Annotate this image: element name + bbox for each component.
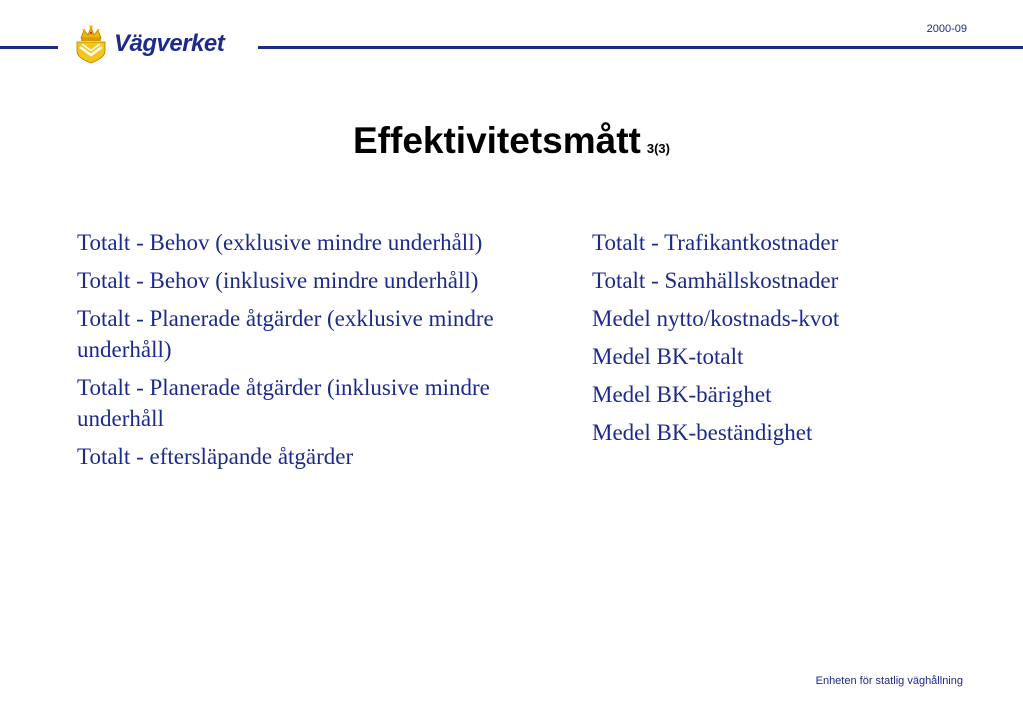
list-item: Totalt - Planerade åtgärder (inklusive mindre underhåll	[77, 375, 490, 431]
list-item: Medel BK-bärighet	[592, 382, 772, 407]
header-rule-left	[0, 46, 58, 49]
list-item: Totalt - Behov (exklusive mindre underhåll)	[77, 230, 483, 255]
title-main: Effektivitetsmått	[353, 120, 641, 161]
right-metric-list	[592, 227, 982, 455]
left-metric-list	[77, 227, 537, 479]
logo	[72, 24, 224, 64]
title-page-index: 3(3)	[646, 141, 670, 156]
list-item: Totalt - Behov (inklusive mindre underhåll)	[77, 268, 479, 293]
logo-text: Vägverket	[114, 30, 225, 57]
list-item: Totalt - Planerade åtgärder (exklusive mindre underhåll)	[77, 306, 494, 362]
header-rule-right	[258, 46, 1023, 49]
page-title	[0, 120, 1023, 162]
list-item: Medel nytto/kostnads-kvot	[592, 306, 840, 331]
list-item: Totalt - eftersläpande åtgärder	[77, 444, 354, 469]
list-item: Totalt - Samhällskostnader	[592, 268, 839, 293]
crown-shield-icon	[72, 24, 110, 64]
footer-text: Enheten för statlig väghållning	[815, 675, 963, 687]
list-item: Medel BK-beständighet	[592, 420, 813, 445]
list-item: Totalt - Trafikantkostnader	[592, 230, 839, 255]
list-item: Medel BK-totalt	[592, 344, 744, 369]
date-label: 2000-09	[926, 23, 967, 35]
